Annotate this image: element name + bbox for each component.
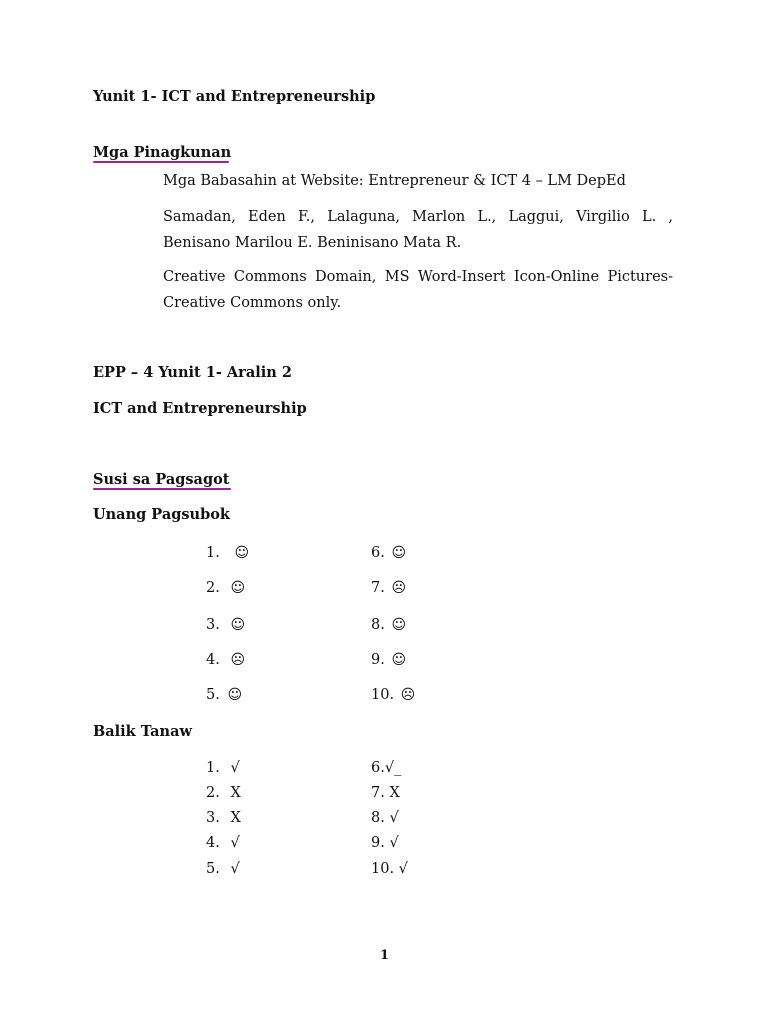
item-number: 4. bbox=[206, 835, 220, 851]
lesson-subtitle: ICT and Entrepreneurship bbox=[93, 400, 307, 417]
check-mark-icon: √ bbox=[389, 835, 399, 851]
smiley-icon: ☺ bbox=[227, 687, 243, 703]
sources-heading: Mga Pinagkunan bbox=[93, 144, 232, 161]
item-number: 9. bbox=[371, 652, 385, 668]
item-number: 3. bbox=[206, 617, 220, 633]
item-number: 5. bbox=[206, 861, 220, 877]
check-mark-icon: √_ bbox=[384, 760, 402, 776]
answer-value: X bbox=[230, 785, 241, 801]
answer-item bbox=[206, 652, 245, 668]
answer-item bbox=[371, 687, 415, 703]
item-number: 6. bbox=[371, 545, 385, 561]
answer-item bbox=[206, 810, 241, 826]
source-entry-2 bbox=[163, 204, 673, 256]
check-mark-icon: √ bbox=[389, 810, 399, 826]
frown-icon: ☹ bbox=[230, 652, 246, 668]
unit-title: Yunit 1- ICT and Entrepreneurship bbox=[93, 88, 376, 105]
item-number: 1. bbox=[206, 545, 220, 561]
item-number: 10. bbox=[371, 687, 395, 703]
answer-item bbox=[371, 810, 399, 826]
source-entry-2-line-2: Benisano Marilou E. Beninisano Mata R. bbox=[163, 235, 462, 251]
item-number: 3. bbox=[206, 810, 220, 826]
item-number: 1. bbox=[206, 760, 220, 776]
answer-item bbox=[371, 861, 408, 877]
answer-item bbox=[206, 580, 245, 596]
answer-value: X bbox=[389, 785, 400, 801]
page-number: 1 bbox=[380, 948, 390, 963]
item-number: 7. bbox=[371, 580, 385, 596]
answer-item bbox=[206, 617, 245, 633]
answer-key-heading-underline bbox=[93, 488, 231, 490]
answer-item bbox=[371, 545, 406, 561]
balik-tanaw-heading: Balik Tanaw bbox=[93, 723, 192, 740]
item-number: 6. bbox=[371, 760, 385, 776]
source-entry-1-line-1: Mga Babasahin at Website: Entrepreneur & ICT 4 – LM DepEd bbox=[163, 173, 626, 189]
item-number: 7. bbox=[371, 785, 385, 801]
answer-item bbox=[206, 785, 241, 801]
item-number: 2. bbox=[206, 785, 220, 801]
answer-item bbox=[206, 861, 240, 877]
check-mark-icon: √ bbox=[230, 861, 240, 877]
source-entry-3-line-2: Creative Commons only. bbox=[163, 295, 342, 311]
source-entry-3-line-1: Creative Commons Domain, MS Word-Insert Icon-Online Pictures- bbox=[163, 269, 673, 285]
sources-heading-underline bbox=[93, 161, 229, 163]
item-number: 8. bbox=[371, 617, 385, 633]
item-number: 10. bbox=[371, 861, 395, 877]
item-number: 9. bbox=[371, 835, 385, 851]
answer-item bbox=[371, 617, 406, 633]
smiley-icon: ☺ bbox=[391, 652, 407, 668]
item-number: 8. bbox=[371, 810, 385, 826]
frown-icon: ☹ bbox=[400, 687, 416, 703]
answer-item bbox=[206, 835, 240, 851]
smiley-icon: ☺ bbox=[230, 580, 246, 596]
answer-key-heading: Susi sa Pagsagot bbox=[93, 471, 230, 488]
answer-value: X bbox=[230, 810, 241, 826]
source-entry-1 bbox=[163, 168, 673, 194]
item-number: 4. bbox=[206, 652, 220, 668]
frown-icon: ☹ bbox=[391, 580, 407, 596]
item-number: 5. bbox=[206, 687, 220, 703]
check-mark-icon: √ bbox=[230, 835, 240, 851]
unang-pagsubok-heading: Unang Pagsubok bbox=[93, 506, 230, 523]
answer-item bbox=[371, 835, 399, 851]
smiley-icon: ☺ bbox=[230, 617, 246, 633]
check-mark-icon: √ bbox=[398, 861, 408, 877]
answer-item bbox=[206, 545, 249, 561]
source-entry-3 bbox=[163, 264, 673, 316]
smiley-icon: ☺ bbox=[391, 617, 407, 633]
smiley-icon: ☺ bbox=[234, 545, 250, 561]
answer-item bbox=[206, 760, 240, 776]
answer-item bbox=[371, 760, 401, 776]
answer-item bbox=[371, 580, 406, 596]
source-entry-2-line-1: Samadan, Eden F., Lalaguna, Marlon L., Laggui, Virgilio L. , bbox=[163, 209, 673, 225]
answer-item bbox=[206, 687, 242, 703]
lesson-title: EPP – 4 Yunit 1- Aralin 2 bbox=[93, 364, 292, 381]
answer-item bbox=[371, 652, 406, 668]
answer-item bbox=[371, 785, 400, 801]
check-mark-icon: √ bbox=[230, 760, 240, 776]
item-number: 2. bbox=[206, 580, 220, 596]
smiley-icon: ☺ bbox=[391, 545, 407, 561]
